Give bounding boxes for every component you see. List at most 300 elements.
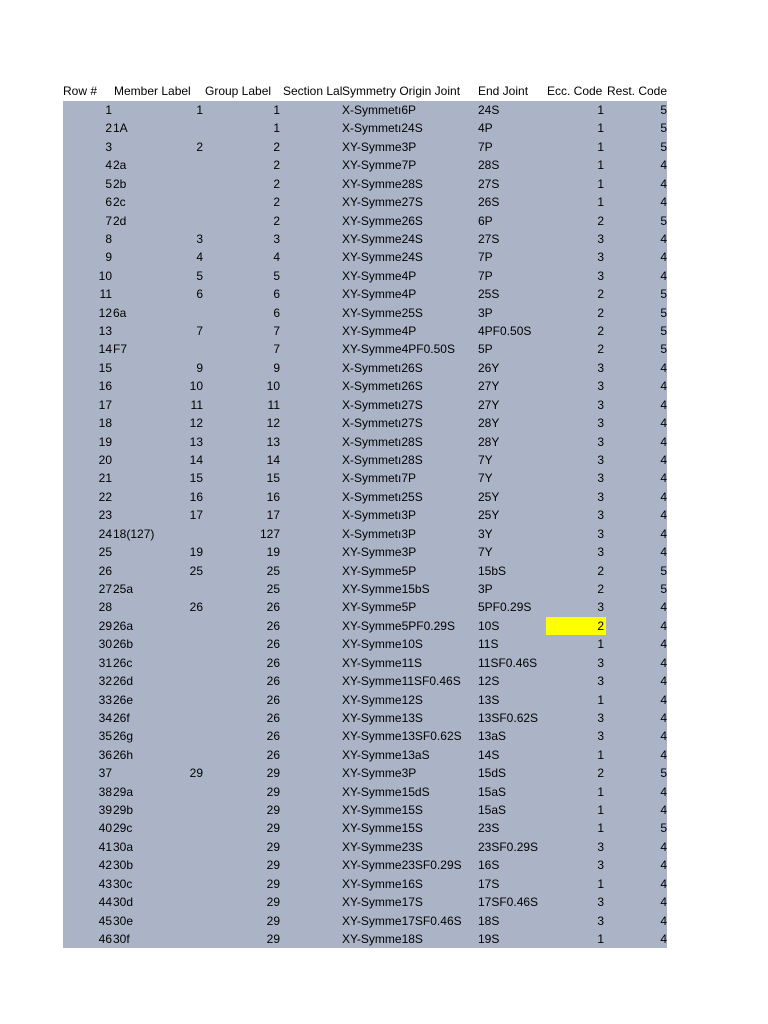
section-label-cell[interactable]: 15 (266, 471, 280, 486)
section-label-cell[interactable]: 26 (266, 618, 280, 633)
row-number-cell[interactable]: 20 (98, 453, 112, 468)
ecc-code-cell[interactable]: 3 (597, 489, 604, 504)
section-label-cell[interactable]: 17 (266, 508, 280, 523)
section-label-cell[interactable]: 1 (273, 103, 280, 117)
rest-code-cell[interactable]: 4 (660, 545, 667, 560)
rest-code-cell[interactable]: 5 (660, 305, 667, 320)
section-label-cell[interactable]: 26 (266, 710, 280, 725)
end-joint-cell[interactable]: 5PF0.29S (478, 600, 532, 615)
section-label-cell[interactable]: 26 (266, 729, 280, 744)
end-joint-cell[interactable]: 19S (478, 931, 500, 946)
end-joint-cell[interactable]: 27Y (478, 379, 500, 394)
group-label-cell[interactable] (115, 156, 203, 174)
member-label-cell[interactable]: 18(127) (113, 526, 155, 541)
member-label-cell[interactable]: 26h (113, 747, 134, 762)
ecc-code-cell[interactable]: 3 (597, 360, 604, 375)
end-joint-cell[interactable]: 27Y (478, 397, 500, 412)
group-label-cell[interactable] (115, 304, 203, 322)
row-number-cell[interactable]: 30 (98, 637, 112, 652)
end-joint-cell[interactable]: 28Y (478, 416, 500, 431)
rest-code-cell[interactable]: 5 (660, 766, 667, 781)
row-number-cell[interactable]: 45 (98, 913, 112, 928)
rest-code-cell[interactable]: 4 (660, 600, 667, 615)
symmetry-origin-cell[interactable] (342, 525, 475, 543)
end-joint-cell[interactable]: 23S (478, 821, 500, 836)
end-joint-cell[interactable]: 12S (478, 674, 500, 689)
header-symmetry-origin[interactable]: Symmetry Origin Joint (342, 84, 461, 98)
row-number-cell[interactable]: 11 (99, 287, 112, 302)
symmetry-origin-cell[interactable] (342, 930, 475, 948)
symmetry-origin-cell[interactable] (342, 764, 475, 782)
row-number-cell[interactable]: 4 (105, 158, 112, 173)
symmetry-origin-cell[interactable] (342, 672, 475, 690)
rest-code-cell[interactable]: 4 (660, 268, 667, 283)
member-label-cell[interactable]: 30e (113, 913, 134, 928)
row-number-cell[interactable]: 35 (98, 729, 112, 744)
member-label-cell[interactable]: 2a (113, 158, 127, 173)
row-number-cell[interactable]: 7 (105, 213, 112, 228)
section-label-cell[interactable]: 26 (266, 637, 280, 652)
group-label-cell[interactable] (115, 783, 203, 801)
section-label-cell[interactable]: 7 (273, 342, 280, 357)
rest-code-cell[interactable]: 5 (660, 213, 667, 228)
end-joint-cell[interactable]: 27S (478, 231, 500, 246)
section-label-cell[interactable]: 7 (273, 324, 280, 339)
rest-code-cell[interactable]: 4 (660, 471, 667, 486)
end-joint-cell[interactable]: 26S (478, 195, 500, 210)
group-label-cell[interactable] (115, 672, 203, 690)
symmetry-origin-cell[interactable] (342, 248, 475, 266)
end-joint-cell[interactable]: 13aS (478, 729, 507, 744)
ecc-code-cell[interactable]: 1 (597, 637, 604, 652)
symmetry-origin-cell[interactable] (342, 580, 475, 598)
row-number-cell[interactable]: 5 (105, 176, 112, 191)
ecc-code-cell[interactable]: 3 (597, 913, 604, 928)
rest-code-cell[interactable]: 4 (660, 710, 667, 725)
rest-code-cell[interactable]: 4 (660, 434, 667, 449)
group-label-cell[interactable] (115, 893, 203, 911)
member-label-cell[interactable]: 1A (113, 121, 128, 136)
end-joint-cell[interactable]: 7P (478, 268, 493, 283)
member-label-cell[interactable]: 30c (113, 876, 133, 891)
rest-code-cell[interactable]: 4 (660, 416, 667, 431)
row-number-cell[interactable]: 19 (98, 434, 112, 449)
symmetry-origin-cell[interactable] (342, 396, 475, 414)
end-joint-cell[interactable]: 3P (478, 581, 493, 596)
row-number-cell[interactable]: 32 (98, 674, 112, 689)
end-joint-cell[interactable]: 10S (478, 618, 500, 633)
group-label-cell[interactable] (115, 727, 203, 745)
ecc-code-cell[interactable]: 1 (597, 195, 604, 210)
row-number-cell[interactable]: 9 (105, 250, 112, 265)
section-label-cell[interactable]: 11 (267, 397, 280, 412)
symmetry-origin-cell[interactable] (342, 304, 475, 322)
member-label-cell[interactable]: 26b (113, 637, 134, 652)
rest-code-cell[interactable]: 5 (660, 139, 667, 154)
section-label-cell[interactable]: 19 (266, 545, 280, 560)
rest-code-cell[interactable]: 5 (660, 121, 667, 136)
rest-code-cell[interactable]: 5 (660, 581, 667, 596)
ecc-code-cell[interactable]: 2 (597, 563, 604, 578)
ecc-code-cell[interactable]: 1 (597, 876, 604, 891)
row-number-cell[interactable]: 26 (98, 563, 112, 578)
symmetry-origin-cell[interactable] (342, 230, 475, 248)
group-label-cell[interactable]: 12 (189, 416, 203, 431)
rest-code-cell[interactable]: 4 (660, 655, 667, 670)
ecc-code-cell[interactable]: 3 (597, 397, 604, 412)
section-label-cell[interactable]: 127 (259, 526, 280, 541)
row-number-cell[interactable]: 18 (98, 416, 112, 431)
rest-code-cell[interactable]: 4 (660, 729, 667, 744)
symmetry-origin-cell[interactable] (342, 488, 475, 506)
end-joint-cell[interactable]: 4PF0.50S (478, 324, 532, 339)
end-joint-cell[interactable]: 7P (478, 250, 493, 265)
rest-code-cell[interactable]: 5 (660, 103, 667, 117)
member-label-cell[interactable]: 26g (113, 729, 134, 744)
group-label-cell[interactable]: 14 (189, 453, 203, 468)
group-label-cell[interactable]: 19 (189, 545, 203, 560)
group-label-cell[interactable] (115, 709, 203, 727)
group-label-cell[interactable]: 9 (196, 360, 203, 375)
group-label-cell[interactable]: 4 (196, 250, 203, 265)
ecc-code-cell[interactable]: 1 (597, 103, 604, 117)
end-joint-cell[interactable]: 26Y (478, 360, 500, 375)
group-label-cell[interactable] (115, 525, 203, 543)
end-joint-cell[interactable]: 25S (478, 287, 500, 302)
symmetry-origin-cell[interactable] (342, 727, 475, 745)
end-joint-cell[interactable]: 13S (478, 692, 500, 707)
row-number-cell[interactable]: 16 (98, 379, 112, 394)
end-joint-cell[interactable]: 24S (478, 103, 500, 117)
row-number-cell[interactable]: 15 (98, 360, 112, 375)
group-label-cell[interactable]: 3 (196, 231, 203, 246)
group-label-cell[interactable]: 2 (196, 139, 203, 154)
row-number-cell[interactable]: 23 (98, 508, 112, 523)
symmetry-origin-cell[interactable] (342, 175, 475, 193)
ecc-code-cell[interactable]: 1 (597, 821, 604, 836)
rest-code-cell[interactable]: 4 (660, 913, 667, 928)
symmetry-origin-cell[interactable] (342, 912, 475, 930)
member-label-cell[interactable]: 29c (113, 821, 133, 836)
group-label-cell[interactable]: 11 (190, 397, 203, 412)
row-number-cell[interactable]: 33 (98, 692, 112, 707)
ecc-code-cell[interactable]: 1 (597, 176, 604, 191)
ecc-code-cell[interactable]: 3 (597, 895, 604, 910)
symmetry-origin-cell[interactable] (342, 433, 475, 451)
group-label-cell[interactable] (115, 691, 203, 709)
ecc-code-cell[interactable]: 3 (597, 379, 604, 394)
end-joint-cell[interactable]: 15dS (478, 766, 507, 781)
section-label-cell[interactable]: 29 (266, 895, 280, 910)
symmetry-origin-cell[interactable] (342, 119, 475, 137)
rest-code-cell[interactable]: 4 (660, 195, 667, 210)
ecc-code-cell[interactable]: 2 (597, 766, 604, 781)
row-number-cell[interactable]: 2 (105, 121, 112, 136)
row-number-cell[interactable]: 41 (98, 839, 112, 854)
rest-code-cell[interactable]: 4 (660, 618, 667, 633)
symmetry-origin-cell[interactable] (342, 838, 475, 856)
row-number-cell[interactable]: 38 (98, 784, 112, 799)
ecc-code-cell[interactable]: 3 (597, 729, 604, 744)
rest-code-cell[interactable]: 4 (660, 747, 667, 762)
header-rest-code[interactable]: Rest. Code (607, 84, 667, 98)
rest-code-cell[interactable]: 4 (660, 895, 667, 910)
symmetry-origin-cell[interactable] (342, 856, 475, 874)
ecc-code-cell[interactable]: 2 (597, 324, 604, 339)
row-number-cell[interactable]: 21 (98, 471, 112, 486)
section-label-cell[interactable]: 29 (266, 839, 280, 854)
ecc-code-cell[interactable]: 3 (597, 453, 604, 468)
ecc-code-cell[interactable]: 1 (597, 931, 604, 946)
ecc-code-cell[interactable]: 2 (597, 213, 604, 228)
end-joint-cell[interactable]: 27S (478, 176, 500, 191)
symmetry-origin-cell[interactable] (342, 451, 475, 469)
end-joint-cell[interactable]: 7Y (478, 471, 493, 486)
section-label-cell[interactable]: 29 (266, 931, 280, 946)
symmetry-origin-cell[interactable] (342, 506, 475, 524)
end-joint-cell[interactable]: 7P (478, 139, 493, 154)
section-label-cell[interactable]: 29 (266, 766, 280, 781)
ecc-code-cell[interactable]: 1 (597, 121, 604, 136)
row-number-cell[interactable]: 36 (98, 747, 112, 762)
rest-code-cell[interactable]: 4 (660, 931, 667, 946)
member-label-cell[interactable]: 2d (113, 213, 127, 228)
group-label-cell[interactable]: 10 (189, 379, 203, 394)
group-label-cell[interactable] (115, 819, 203, 837)
group-label-cell[interactable] (115, 193, 203, 211)
member-label-cell[interactable]: 30a (113, 839, 134, 854)
section-label-cell[interactable]: 26 (266, 747, 280, 762)
ecc-code-cell[interactable]: 3 (597, 839, 604, 854)
rest-code-cell[interactable]: 5 (660, 324, 667, 339)
row-number-cell[interactable]: 8 (105, 231, 112, 246)
end-joint-cell[interactable]: 23SF0.29S (478, 839, 539, 854)
member-label-cell[interactable]: 25a (113, 581, 134, 596)
row-number-cell[interactable]: 43 (98, 876, 112, 891)
row-number-cell[interactable]: 40 (98, 821, 112, 836)
ecc-code-cell[interactable]: 2 (597, 287, 604, 302)
member-label-cell[interactable]: 26c (113, 655, 133, 670)
ecc-code-cell[interactable]: 1 (597, 803, 604, 818)
end-joint-cell[interactable]: 3P (478, 305, 493, 320)
symmetry-origin-cell[interactable] (342, 156, 475, 174)
end-joint-cell[interactable]: 11SF0.46S (478, 655, 538, 670)
end-joint-cell[interactable]: 4P (478, 121, 493, 136)
section-label-cell[interactable]: 13 (266, 434, 280, 449)
section-label-cell[interactable]: 6 (273, 287, 280, 302)
end-joint-cell[interactable]: 18S (478, 913, 500, 928)
end-joint-cell[interactable]: 25Y (478, 489, 500, 504)
end-joint-cell[interactable]: 28S (478, 158, 500, 173)
end-joint-cell[interactable]: 17S (478, 876, 500, 891)
group-label-cell[interactable]: 5 (196, 268, 203, 283)
end-joint-cell[interactable]: 13SF0.62S (478, 710, 539, 725)
row-number-cell[interactable]: 24 (98, 526, 112, 541)
row-number-cell[interactable]: 25 (98, 545, 112, 560)
symmetry-origin-cell[interactable] (342, 469, 475, 487)
row-number-cell[interactable]: 46 (98, 931, 112, 946)
group-label-cell[interactable]: 25 (189, 563, 203, 578)
ecc-code-cell[interactable]: 1 (597, 784, 604, 799)
section-label-cell[interactable]: 26 (266, 600, 280, 615)
end-joint-cell[interactable]: 28Y (478, 434, 500, 449)
section-label-cell[interactable]: 29 (266, 803, 280, 818)
row-number-cell[interactable]: 14 (98, 342, 112, 357)
member-label-cell[interactable]: 6a (113, 305, 127, 320)
rest-code-cell[interactable]: 4 (660, 360, 667, 375)
section-label-cell[interactable]: 1 (273, 121, 280, 136)
ecc-code-cell[interactable]: 3 (597, 710, 604, 725)
ecc-code-cell[interactable]: 3 (597, 600, 604, 615)
end-joint-cell[interactable]: 25Y (478, 508, 500, 523)
member-label-cell[interactable]: 26e (113, 692, 134, 707)
symmetry-origin-cell[interactable] (342, 783, 475, 801)
section-label-cell[interactable]: 2 (273, 176, 280, 191)
rest-code-cell[interactable]: 4 (660, 453, 667, 468)
symmetry-origin-cell[interactable] (342, 340, 475, 358)
symmetry-origin-cell[interactable] (342, 691, 475, 709)
section-label-cell[interactable]: 2 (273, 213, 280, 228)
ecc-code-cell[interactable]: 3 (597, 416, 604, 431)
ecc-code-cell[interactable]: 2 (597, 342, 604, 357)
row-number-cell[interactable]: 3 (105, 139, 112, 154)
section-label-cell[interactable]: 26 (266, 674, 280, 689)
group-label-cell[interactable]: 6 (196, 287, 203, 302)
header-group-label[interactable]: Group Label (205, 84, 272, 98)
rest-code-cell[interactable]: 4 (660, 379, 667, 394)
rest-code-cell[interactable]: 4 (660, 397, 667, 412)
rest-code-cell[interactable]: 4 (660, 839, 667, 854)
ecc-code-cell[interactable]: 1 (597, 158, 604, 173)
group-label-cell[interactable]: 1 (196, 103, 203, 117)
member-label-cell[interactable]: 26f (113, 710, 130, 725)
rest-code-cell[interactable]: 4 (660, 231, 667, 246)
rest-code-cell[interactable]: 4 (660, 858, 667, 873)
rest-code-cell[interactable]: 5 (660, 287, 667, 302)
symmetry-origin-cell[interactable] (342, 875, 475, 893)
group-label-cell[interactable] (115, 838, 203, 856)
header-row-number[interactable]: Row # (63, 84, 98, 98)
section-label-cell[interactable]: 29 (266, 784, 280, 799)
symmetry-origin-cell[interactable] (342, 893, 475, 911)
group-label-cell[interactable] (115, 930, 203, 948)
group-label-cell[interactable] (115, 175, 203, 193)
rest-code-cell[interactable]: 4 (660, 803, 667, 818)
symmetry-origin-cell[interactable] (342, 212, 475, 230)
rest-code-cell[interactable]: 4 (660, 176, 667, 191)
row-number-cell[interactable]: 31 (98, 655, 112, 670)
ecc-code-cell[interactable]: 3 (597, 250, 604, 265)
member-label-cell[interactable]: 30b (113, 858, 134, 873)
rest-code-cell[interactable]: 4 (660, 158, 667, 173)
section-label-cell[interactable]: 9 (273, 360, 280, 375)
member-label-cell[interactable]: 2b (113, 176, 127, 191)
row-number-cell[interactable]: 10 (98, 268, 112, 283)
group-label-cell[interactable]: 15 (189, 471, 203, 486)
end-joint-cell[interactable]: 17SF0.46S (478, 895, 539, 910)
symmetry-origin-cell[interactable] (342, 377, 475, 395)
rest-code-cell[interactable]: 4 (660, 250, 667, 265)
symmetry-origin-cell[interactable] (342, 285, 475, 303)
member-label-cell[interactable]: 30d (113, 895, 134, 910)
symmetry-origin-cell[interactable] (342, 654, 475, 672)
ecc-code-cell[interactable]: 1 (597, 139, 604, 154)
end-joint-cell[interactable]: 15bS (478, 563, 507, 578)
end-joint-cell[interactable]: 15aS (478, 784, 507, 799)
ecc-code-cell[interactable]: 3 (597, 526, 604, 541)
symmetry-origin-cell[interactable] (342, 101, 475, 119)
group-label-cell[interactable] (115, 875, 203, 893)
ecc-code-cell[interactable]: 3 (597, 545, 604, 560)
group-label-cell[interactable] (115, 856, 203, 874)
member-label-cell[interactable]: 2c (113, 195, 126, 210)
group-label-cell[interactable] (115, 654, 203, 672)
ecc-code-cell[interactable]: 2 (546, 617, 606, 635)
rest-code-cell[interactable]: 4 (660, 674, 667, 689)
rest-code-cell[interactable]: 4 (660, 876, 667, 891)
rest-code-cell[interactable]: 4 (660, 692, 667, 707)
end-joint-cell[interactable]: 6P (478, 213, 493, 228)
group-label-cell[interactable] (115, 580, 203, 598)
section-label-cell[interactable]: 25 (266, 563, 280, 578)
end-joint-cell[interactable]: 14S (478, 747, 500, 762)
ecc-code-cell[interactable]: 3 (597, 434, 604, 449)
symmetry-origin-cell[interactable] (342, 193, 475, 211)
rest-code-cell[interactable]: 4 (660, 508, 667, 523)
group-label-cell[interactable] (115, 801, 203, 819)
end-joint-cell[interactable]: 5P (478, 342, 493, 357)
header-member-label[interactable]: Member Label (114, 84, 191, 98)
end-joint-cell[interactable]: 15aS (478, 803, 507, 818)
end-joint-cell[interactable]: 11S (478, 637, 499, 652)
group-label-cell[interactable] (115, 635, 203, 653)
rest-code-cell[interactable]: 5 (660, 821, 667, 836)
symmetry-origin-cell[interactable] (342, 746, 475, 764)
section-label-cell[interactable]: 16 (266, 489, 280, 504)
group-label-cell[interactable]: 17 (189, 508, 203, 523)
rest-code-cell[interactable]: 4 (660, 526, 667, 541)
symmetry-origin-cell[interactable] (342, 267, 475, 285)
section-label-cell[interactable]: 25 (266, 581, 280, 596)
section-label-cell[interactable]: 14 (266, 453, 280, 468)
section-label-cell[interactable]: 29 (266, 876, 280, 891)
member-label-cell[interactable]: F7 (113, 342, 128, 357)
header-ecc-code[interactable]: Ecc. Code (547, 84, 603, 98)
section-label-cell[interactable]: 10 (266, 379, 280, 394)
row-number-cell[interactable]: 28 (98, 600, 112, 615)
ecc-code-cell[interactable]: 2 (597, 581, 604, 596)
section-label-cell[interactable]: 2 (273, 195, 280, 210)
member-label-cell[interactable]: 29b (113, 803, 134, 818)
group-label-cell[interactable]: 26 (189, 600, 203, 615)
group-label-cell[interactable]: 16 (189, 489, 203, 504)
section-label-cell[interactable]: 29 (266, 821, 280, 836)
member-label-cell[interactable]: 30f (113, 931, 130, 946)
symmetry-origin-cell[interactable] (342, 709, 475, 727)
row-number-cell[interactable]: 44 (98, 895, 112, 910)
row-number-cell[interactable]: 27 (98, 581, 112, 596)
section-label-cell[interactable]: 29 (266, 858, 280, 873)
section-label-cell[interactable]: 2 (273, 139, 280, 154)
row-number-cell[interactable]: 37 (98, 766, 112, 781)
member-label-cell[interactable]: 29a (113, 784, 134, 799)
group-label-cell[interactable]: 13 (189, 434, 203, 449)
symmetry-origin-cell[interactable] (342, 598, 475, 616)
end-joint-cell[interactable]: 16S (478, 858, 500, 873)
symmetry-origin-cell[interactable] (342, 801, 475, 819)
section-label-cell[interactable]: 12 (266, 416, 280, 431)
symmetry-origin-cell[interactable] (342, 543, 475, 561)
